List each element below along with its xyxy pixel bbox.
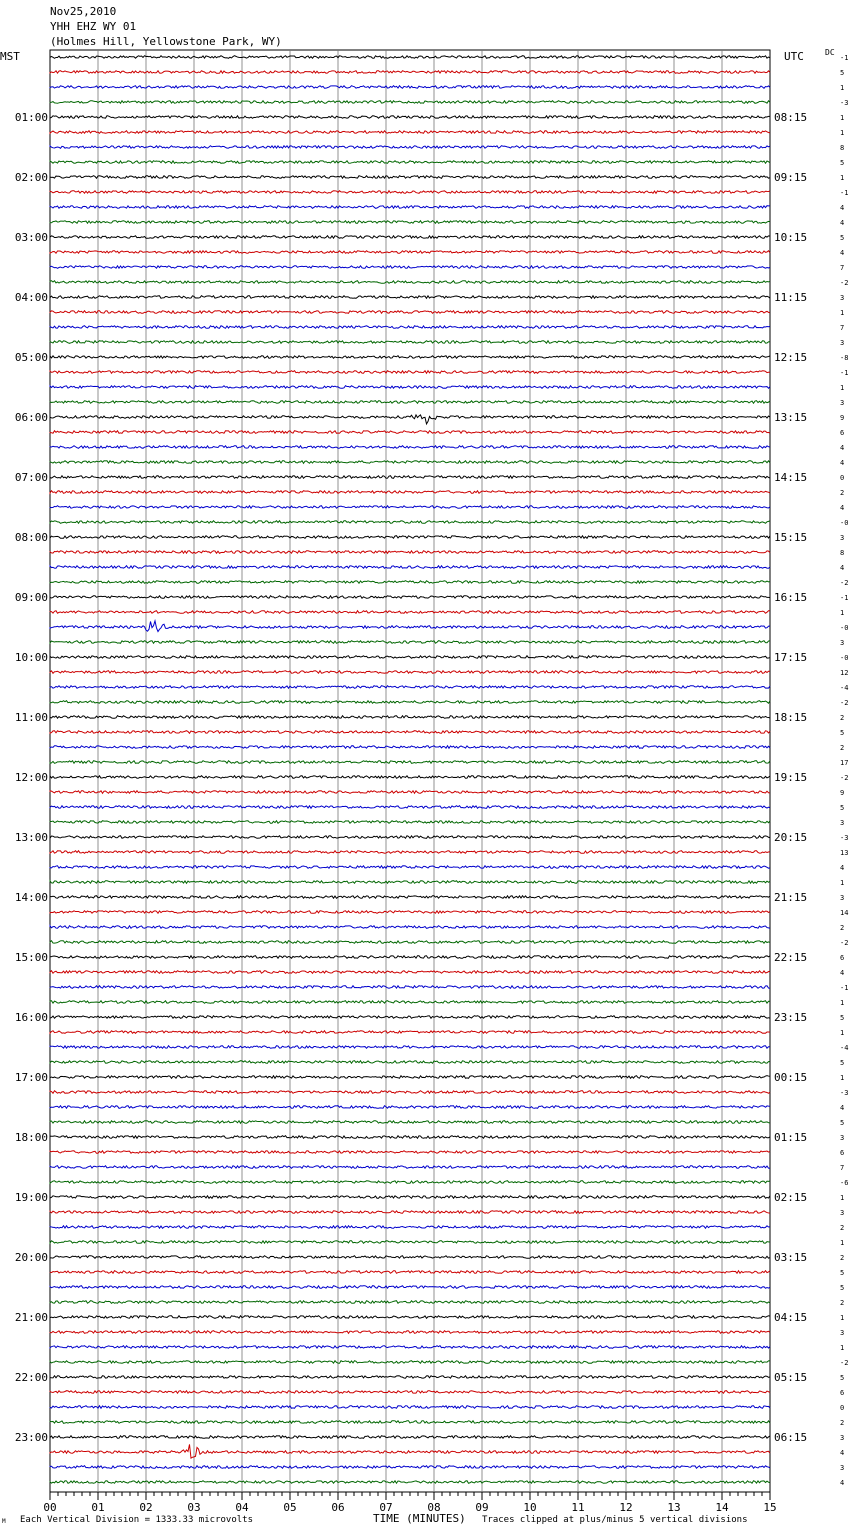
left-hour-label: 12:00 xyxy=(14,771,48,784)
dc-offset-label: 0 xyxy=(840,1404,845,1412)
seismic-trace xyxy=(50,911,770,914)
seismic-trace xyxy=(50,371,770,374)
dc-offset-label: 1 xyxy=(840,609,845,617)
left-hour-label: 13:00 xyxy=(14,831,48,844)
seismic-trace xyxy=(50,431,770,434)
right-hour-label: 19:15 xyxy=(774,771,808,784)
seismic-trace xyxy=(50,86,770,89)
seismic-trace xyxy=(50,1226,770,1229)
seismic-trace xyxy=(50,656,770,659)
dc-offset-label: -4 xyxy=(840,684,849,692)
seismic-trace xyxy=(50,341,770,344)
dc-offset-label: 4 xyxy=(840,249,845,257)
dc-offset-label: -2 xyxy=(840,774,849,782)
right-hour-label: 10:15 xyxy=(774,231,808,244)
header-location: (Holmes Hill, Yellowstone Park, WY) xyxy=(50,35,282,48)
seismic-trace xyxy=(50,746,770,749)
left-hour-label: 15:00 xyxy=(14,951,48,964)
seismic-trace xyxy=(50,1031,770,1034)
dc-offset-label: 1 xyxy=(840,1239,845,1247)
dc-offset-label: 4 xyxy=(840,969,845,977)
dc-offset-label: 13 xyxy=(840,849,849,857)
seismic-trace xyxy=(50,641,770,644)
x-tick-label: 15 xyxy=(763,1501,777,1514)
right-hour-label: 05:15 xyxy=(774,1371,808,1384)
seismic-trace xyxy=(50,326,770,329)
dc-offset-label: 1 xyxy=(840,1194,845,1202)
dc-offset-label: 3 xyxy=(840,1329,845,1337)
dc-offset-label: 7 xyxy=(840,264,845,272)
dc-offset-label: 5 xyxy=(840,159,845,167)
dc-offset-label: 4 xyxy=(840,1449,845,1457)
dc-offset-label: 12 xyxy=(840,669,849,677)
left-hour-label: 10:00 xyxy=(14,651,48,664)
seismic-trace xyxy=(50,131,770,134)
left-hour-label: 04:00 xyxy=(14,291,48,304)
right-hour-label: 04:15 xyxy=(774,1311,808,1324)
dc-offset-label: 1 xyxy=(840,129,845,137)
seismic-trace xyxy=(50,56,770,59)
seismic-trace xyxy=(50,1436,770,1439)
dc-offset-label: 2 xyxy=(840,744,845,752)
right-hour-label: 18:15 xyxy=(774,711,808,724)
dc-offset-label: 9 xyxy=(840,414,845,422)
seismic-trace xyxy=(50,521,770,524)
right-hour-label: 13:15 xyxy=(774,411,808,424)
right-hour-label: 09:15 xyxy=(774,171,808,184)
dc-offset-label: 5 xyxy=(840,1119,845,1127)
left-hour-label: 20:00 xyxy=(14,1251,48,1264)
right-hour-label: 03:15 xyxy=(774,1251,808,1264)
dc-offset-label: 4 xyxy=(840,504,845,512)
left-hour-label: 08:00 xyxy=(14,531,48,544)
seismic-trace xyxy=(50,1331,770,1334)
x-tick-label: 04 xyxy=(235,1501,249,1514)
seismic-trace xyxy=(50,1406,770,1409)
seismic-trace xyxy=(50,1444,770,1458)
dc-offset-label: 1 xyxy=(840,309,845,317)
dc-label: DC xyxy=(825,48,835,57)
seismic-trace xyxy=(50,1391,770,1394)
seismic-trace xyxy=(50,551,770,554)
seismic-trace xyxy=(50,296,770,299)
seismic-trace xyxy=(50,161,770,164)
seismic-trace xyxy=(50,776,770,779)
dc-offset-label: -1 xyxy=(840,594,849,602)
seismic-trace xyxy=(50,581,770,584)
dc-offset-label: -1 xyxy=(840,369,849,377)
dc-offset-label: 1 xyxy=(840,174,845,182)
seismic-trace xyxy=(50,1316,770,1319)
dc-offset-label: 4 xyxy=(840,459,845,467)
dc-offset-label: 2 xyxy=(840,489,845,497)
seismic-trace xyxy=(50,266,770,269)
dc-offset-label: 3 xyxy=(840,399,845,407)
right-hour-label: 01:15 xyxy=(774,1131,808,1144)
x-tick-label: 03 xyxy=(187,1501,201,1514)
left-hour-label: 23:00 xyxy=(14,1431,48,1444)
dc-offset-label: 6 xyxy=(840,954,845,962)
right-hour-label: 21:15 xyxy=(774,891,808,904)
left-hour-label: 18:00 xyxy=(14,1131,48,1144)
right-hour-label: 11:15 xyxy=(774,291,808,304)
dc-offset-label: 6 xyxy=(840,1149,845,1157)
dc-offset-label: 1 xyxy=(840,1029,845,1037)
seismic-trace xyxy=(50,1196,770,1199)
dc-offset-label: 5 xyxy=(840,804,845,812)
dc-offset-label: 1 xyxy=(840,384,845,392)
dc-offset-label: 7 xyxy=(840,1164,845,1172)
seismic-trace xyxy=(50,941,770,944)
left-hour-label: 03:00 xyxy=(14,231,48,244)
dc-offset-label: 4 xyxy=(840,219,845,227)
dc-offset-label: -1 xyxy=(840,984,849,992)
dc-offset-label: 3 xyxy=(840,1464,845,1472)
dc-offset-label: -0 xyxy=(840,624,849,632)
seismic-trace xyxy=(50,896,770,899)
x-tick-label: 05 xyxy=(283,1501,297,1514)
x-tick-label: 11 xyxy=(571,1501,585,1514)
dc-offset-label: 8 xyxy=(840,144,845,152)
x-tick-label: 02 xyxy=(139,1501,153,1514)
corner-mark: M xyxy=(2,1518,6,1525)
seismic-trace xyxy=(50,1091,770,1094)
x-tick-label: 09 xyxy=(475,1501,489,1514)
dc-offset-label: -2 xyxy=(840,699,849,707)
header-date: Nov25,2010 xyxy=(50,5,117,18)
seismic-trace xyxy=(50,1241,770,1244)
seismic-trace xyxy=(50,461,770,464)
seismic-trace xyxy=(50,386,770,389)
seismic-trace xyxy=(50,611,770,614)
dc-offset-label: 14 xyxy=(840,909,849,917)
seismic-trace xyxy=(50,356,770,359)
seismic-trace xyxy=(50,971,770,974)
seismic-trace xyxy=(50,1211,770,1214)
x-tick-label: 14 xyxy=(715,1501,729,1514)
dc-offset-label: -2 xyxy=(840,939,849,947)
dc-offset-label: 17 xyxy=(840,759,849,767)
clip-note: Traces clipped at plus/minus 5 vertical divisions xyxy=(482,1515,748,1525)
dc-offset-label: 6 xyxy=(840,429,845,437)
dc-offset-label: 5 xyxy=(840,1269,845,1277)
x-axis-title: TIME (MINUTES) xyxy=(373,1512,466,1525)
seismic-trace xyxy=(50,926,770,929)
seismic-trace xyxy=(50,761,770,764)
seismic-trace xyxy=(50,621,770,632)
dc-offset-label: 2 xyxy=(840,1254,845,1262)
seismic-trace xyxy=(50,311,770,314)
dc-offset-label: 4 xyxy=(840,204,845,212)
seismic-trace xyxy=(50,191,770,194)
dc-offset-label: 2 xyxy=(840,924,845,932)
seismic-trace xyxy=(50,716,770,719)
dc-offset-label: -2 xyxy=(840,579,849,587)
left-hour-label: 22:00 xyxy=(14,1371,48,1384)
seismic-trace xyxy=(50,1361,770,1364)
dc-offset-label: 1 xyxy=(840,84,845,92)
seismic-trace xyxy=(50,1181,770,1184)
seismic-trace xyxy=(50,1346,770,1349)
seismic-trace xyxy=(50,71,770,74)
dc-offset-label: -4 xyxy=(840,1044,849,1052)
dc-offset-label: 4 xyxy=(840,1104,845,1112)
dc-offset-label: 5 xyxy=(840,1059,845,1067)
dc-offset-label: -0 xyxy=(840,519,849,527)
dc-offset-label: 5 xyxy=(840,69,845,77)
seismic-trace xyxy=(50,1046,770,1049)
seismic-trace xyxy=(50,686,770,689)
left-hour-label: 17:00 xyxy=(14,1071,48,1084)
dc-offset-label: 1 xyxy=(840,1314,845,1322)
dc-offset-label: -0 xyxy=(840,654,849,662)
seismic-trace xyxy=(50,1001,770,1004)
right-hour-label: 16:15 xyxy=(774,591,808,604)
seismic-trace xyxy=(50,251,770,254)
dc-offset-label: -2 xyxy=(840,1359,849,1367)
seismic-trace xyxy=(50,116,770,119)
dc-offset-label: -2 xyxy=(840,279,849,287)
right-hour-label: 14:15 xyxy=(774,471,808,484)
seismic-trace xyxy=(50,476,770,479)
dc-offset-label: 5 xyxy=(840,729,845,737)
seismic-trace xyxy=(50,1061,770,1064)
seismic-trace xyxy=(50,671,770,674)
dc-offset-label: 3 xyxy=(840,639,845,647)
dc-offset-label: 3 xyxy=(840,1134,845,1142)
seismic-trace xyxy=(50,446,770,449)
left-hour-label: 14:00 xyxy=(14,891,48,904)
right-hour-label: 08:15 xyxy=(774,111,808,124)
dc-offset-label: 3 xyxy=(840,339,845,347)
dc-offset-label: 4 xyxy=(840,864,845,872)
dc-offset-label: -1 xyxy=(840,189,849,197)
dc-offset-label: -6 xyxy=(840,1179,849,1187)
dc-offset-label: 8 xyxy=(840,549,845,557)
seismic-trace xyxy=(50,1121,770,1124)
dc-offset-label: 3 xyxy=(840,534,845,542)
seismic-trace xyxy=(50,596,770,599)
seismic-trace xyxy=(50,1376,770,1379)
dc-offset-label: 3 xyxy=(840,894,845,902)
seismic-trace xyxy=(50,956,770,959)
seismic-trace xyxy=(50,206,770,209)
dc-offset-label: 3 xyxy=(840,1434,845,1442)
x-tick-label: 07 xyxy=(379,1501,393,1514)
left-hour-label: 06:00 xyxy=(14,411,48,424)
seismic-trace xyxy=(50,1481,770,1484)
seismic-trace xyxy=(50,986,770,989)
seismic-trace xyxy=(50,806,770,809)
right-hour-label: 00:15 xyxy=(774,1071,808,1084)
seismic-trace xyxy=(50,491,770,494)
dc-offset-label: 2 xyxy=(840,1419,845,1427)
x-tick-label: 12 xyxy=(619,1501,633,1514)
dc-offset-label: -3 xyxy=(840,1089,849,1097)
seismic-trace xyxy=(50,851,770,854)
seismic-trace xyxy=(50,236,770,239)
seismic-trace xyxy=(50,1076,770,1079)
seismic-trace xyxy=(50,146,770,149)
dc-offset-label: 1 xyxy=(840,1344,845,1352)
dc-offset-label: 2 xyxy=(840,714,845,722)
seismic-trace xyxy=(50,1151,770,1154)
seismic-trace xyxy=(50,881,770,884)
x-tick-label: 08 xyxy=(427,1501,441,1514)
dc-offset-label: 4 xyxy=(840,564,845,572)
seismic-trace xyxy=(50,821,770,824)
left-hour-label: 09:00 xyxy=(14,591,48,604)
seismic-trace xyxy=(50,536,770,539)
seismic-trace xyxy=(50,566,770,569)
left-hour-label: 02:00 xyxy=(14,171,48,184)
dc-offset-label: 4 xyxy=(840,444,845,452)
seismic-trace xyxy=(50,101,770,104)
seismic-trace xyxy=(50,1016,770,1019)
dc-offset-label: 0 xyxy=(840,474,845,482)
seismic-trace xyxy=(50,1166,770,1169)
x-tick-label: 13 xyxy=(667,1501,681,1514)
dc-offset-label: 3 xyxy=(840,819,845,827)
dc-offset-label: 3 xyxy=(840,294,845,302)
seismic-trace xyxy=(50,506,770,509)
right-hour-label: 23:15 xyxy=(774,1011,808,1024)
seismic-trace xyxy=(50,415,770,424)
seismic-trace xyxy=(50,1301,770,1304)
dc-offset-label: -3 xyxy=(840,834,849,842)
dc-offset-label: 7 xyxy=(840,324,845,332)
seismic-trace xyxy=(50,221,770,224)
scale-note: Each Vertical Division = 1333.33 microvolts xyxy=(20,1515,253,1525)
dc-offset-label: 3 xyxy=(840,1209,845,1217)
dc-offset-label: 4 xyxy=(840,1479,845,1487)
left-hour-label: 21:00 xyxy=(14,1311,48,1324)
right-hour-label: 22:15 xyxy=(774,951,808,964)
right-hour-label: 15:15 xyxy=(774,531,808,544)
left-hour-label: 05:00 xyxy=(14,351,48,364)
seismic-trace xyxy=(50,701,770,704)
dc-offset-label: -3 xyxy=(840,99,849,107)
dc-offset-label: 5 xyxy=(840,1284,845,1292)
dc-offset-label: 1 xyxy=(840,879,845,887)
seismic-trace xyxy=(50,281,770,284)
dc-offset-label: 5 xyxy=(840,234,845,242)
left-timezone-label: MST xyxy=(0,50,20,63)
dc-offset-label: 1 xyxy=(840,114,845,122)
dc-offset-label: 5 xyxy=(840,1014,845,1022)
left-hour-label: 11:00 xyxy=(14,711,48,724)
right-hour-label: 12:15 xyxy=(774,351,808,364)
header-station: YHH EHZ WY 01 xyxy=(50,20,137,33)
dc-offset-label: -8 xyxy=(840,354,849,362)
dc-offset-label: 2 xyxy=(840,1224,845,1232)
seismic-trace xyxy=(50,1421,770,1424)
seismic-trace xyxy=(50,1256,770,1259)
dc-offset-label: 1 xyxy=(840,999,845,1007)
dc-offset-label: 1 xyxy=(840,1074,845,1082)
left-hour-label: 01:00 xyxy=(14,111,48,124)
seismic-trace xyxy=(50,1106,770,1109)
seismic-trace xyxy=(50,1136,770,1139)
left-hour-label: 19:00 xyxy=(14,1191,48,1204)
right-hour-label: 20:15 xyxy=(774,831,808,844)
seismic-trace xyxy=(50,1466,770,1469)
dc-offset-label: 2 xyxy=(840,1299,845,1307)
seismic-trace xyxy=(50,1286,770,1289)
x-tick-label: 01 xyxy=(91,1501,105,1514)
dc-offset-label: -1 xyxy=(840,54,849,62)
dc-offset-label: 9 xyxy=(840,789,845,797)
right-timezone-label: UTC xyxy=(784,50,804,63)
dc-offset-label: 6 xyxy=(840,1389,845,1397)
seismic-trace xyxy=(50,731,770,734)
seismic-trace xyxy=(50,836,770,839)
seismic-trace xyxy=(50,791,770,794)
left-hour-label: 16:00 xyxy=(14,1011,48,1024)
right-hour-label: 02:15 xyxy=(774,1191,808,1204)
seismic-trace xyxy=(50,401,770,404)
x-tick-label: 10 xyxy=(523,1501,537,1514)
x-tick-label: 06 xyxy=(331,1501,345,1514)
x-tick-label: 00 xyxy=(43,1501,57,1514)
seismic-trace xyxy=(50,176,770,179)
dc-offset-label: 5 xyxy=(840,1374,845,1382)
right-hour-label: 17:15 xyxy=(774,651,808,664)
right-hour-label: 06:15 xyxy=(774,1431,808,1444)
seismic-trace xyxy=(50,1271,770,1274)
seismic-trace xyxy=(50,866,770,869)
left-hour-label: 07:00 xyxy=(14,471,48,484)
